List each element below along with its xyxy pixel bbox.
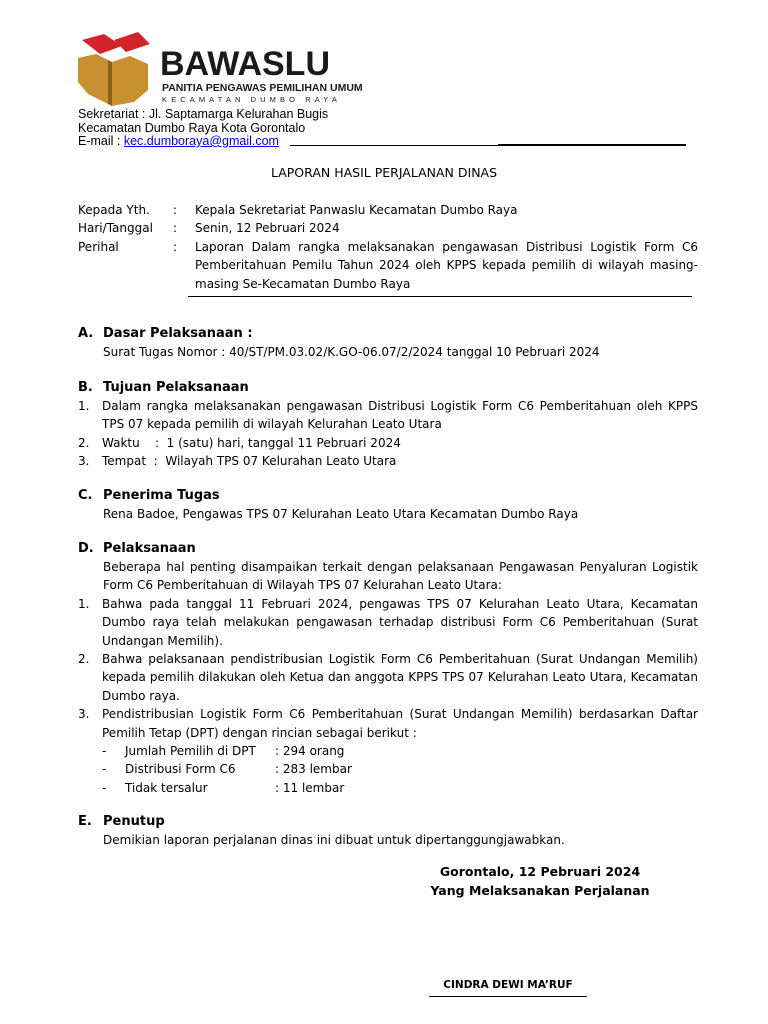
field-row: [78, 201, 698, 219]
list-number: 1.: [78, 596, 90, 611]
list-number: 1.: [78, 399, 90, 413]
pelaksanaan-list: [78, 595, 698, 742]
org-area: KECAMATAN DUMBO RAYA: [162, 95, 341, 104]
address-line: Kecamatan Dumbo Raya Kota Gorontalo: [78, 120, 306, 135]
field-value: Laporan Dalam rangka melaksanakan pengawasan Distribusi Logistik Form C6 Pemberitahuan Pemilu Tahun 2024 oleh KPPS kepada pemilih di wilayah masing-masing Se-Kecamatan Dumbo Raya: [195, 239, 698, 291]
list-text: Dalam rangka melaksanakan pengawasan Distribusi Logistik Form C6 Pemberitahuan oleh KPPS TPS 07 kepada pemilih di wilayah Kelurahan Leato Utara: [102, 399, 698, 432]
rincian-list: [102, 742, 698, 797]
field-row: [78, 219, 698, 237]
signature-line: [429, 996, 587, 997]
section-letter: A.: [78, 326, 94, 341]
rincian-label: Distribusi Form C6: [125, 762, 236, 777]
org-subtitle: PANITIA PENGAWAS PEMILIHAN UMUM: [162, 82, 363, 94]
letterhead: [78, 32, 678, 112]
email-line: [78, 135, 328, 149]
list-text: Waktu : 1 (satu) hari, tanggal 11 Pebruari 2024: [102, 435, 401, 450]
section-title: Penerima Tugas: [103, 488, 220, 503]
section-body: Rena Badoe, Pengawas TPS 07 Kelurahan Leato Utara Kecamatan Dumbo Raya: [103, 507, 579, 521]
rincian-row: [102, 742, 698, 760]
signer-name: CINDRA DEWI MA’RUF: [443, 979, 573, 991]
section-title: Tujuan Pelaksanaan: [103, 380, 249, 395]
header-divider-thick: [498, 144, 686, 146]
field-label: Kepada Yth.: [78, 203, 150, 217]
section-tujuan-pelaksanaan: [78, 379, 698, 471]
section-penutup: [78, 813, 698, 849]
rincian-value: : 283 lembar: [275, 762, 352, 777]
section-body: Surat Tugas Nomor : 40/ST/PM.03.02/K.GO-06.07/2/2024 tanggal 10 Pebruari 2024: [103, 345, 600, 359]
list-item: [78, 397, 698, 434]
rincian-dash: -: [102, 762, 107, 777]
field-row: [78, 238, 698, 293]
org-name: BAWASLU: [160, 45, 330, 83]
list-number: 3.: [78, 454, 90, 469]
section-body: Demikian laporan perjalanan dinas ini dibuat untuk dipertanggungjawabkan.: [103, 833, 565, 847]
field-value: Kepala Sekretariat Panwaslu Kecamatan Dumbo Raya: [195, 203, 518, 217]
header-fields: [78, 201, 698, 293]
section-letter: D.: [78, 541, 94, 556]
list-number: 2.: [78, 652, 90, 667]
field-colon: :: [173, 203, 178, 217]
signature-block: [410, 974, 606, 997]
list-text: Tempat : Wilayah TPS 07 Kelurahan Leato Utara: [102, 454, 397, 469]
section-heading: [78, 379, 698, 397]
field-value: Senin, 12 Pebruari 2024: [195, 221, 340, 236]
rincian-row: [102, 779, 698, 797]
field-label: Hari/Tanggal: [78, 221, 153, 236]
closing-block: [390, 862, 690, 900]
list-number: 3.: [78, 707, 90, 722]
section-title: Pelaksanaan: [103, 541, 196, 556]
field-colon: :: [173, 239, 178, 254]
rincian-dash: -: [102, 744, 107, 759]
rincian-value: : 294 orang: [275, 744, 345, 759]
rincian-value: : 11 lembar: [275, 780, 345, 795]
section-title: Penutup: [103, 814, 165, 829]
list-text: Pendistribusian Logistik Form C6 Pemberitahuan (Surat Undangan Memilih) berdasarkan Daftar Pemilih Tetap (DPT) dengan rincian sebagai berikut :: [102, 707, 698, 740]
place-date: Gorontalo, 12 Pebruari 2024: [439, 864, 641, 879]
list-item: [78, 650, 698, 705]
list-item: [78, 705, 698, 742]
list-number: 2.: [78, 435, 90, 450]
field-label: Perihal: [78, 239, 119, 254]
rincian-label: Jumlah Pemilih di DPT: [125, 744, 256, 759]
list-item: [78, 434, 698, 452]
list-text: Bahwa pelaksanaan pendistribusian Logistik Form C6 Pemberitahuan (Surat Undangan Memilih) kepada pemilih dilakukan oleh Ketua dan anggota KPPS TPS 07 Kelurahan Leato Utara, Kecamatan Dumbo raya.: [102, 652, 698, 703]
rincian-dash: -: [102, 780, 107, 795]
tujuan-list: [78, 397, 698, 471]
section-letter: C.: [78, 488, 93, 503]
section-dasar-pelaksanaan: [78, 325, 698, 361]
section-letter: E.: [78, 814, 92, 829]
list-text: Bahwa pada tanggal 11 Februari 2024, pengawas TPS 07 Kelurahan Leato Utara, Kecamatan Dumbo raya telah melakukan pengawasan terhadap distribusi Form C6 Pemberitahuan (Surat Undangan Memilih).: [102, 596, 698, 648]
list-item: [78, 595, 698, 650]
rincian-row: [102, 760, 698, 778]
address-line: Sekretariat : Jl. Saptamarga Kelurahan Bugis: [78, 107, 329, 121]
field-colon: :: [173, 221, 178, 236]
email-link[interactable]: kec.dumboraya@gmail.com: [123, 134, 279, 148]
section-letter: B.: [78, 380, 93, 395]
section-pelaksanaan: [78, 540, 698, 797]
document-title: LAPORAN HASIL PERJALANAN DINAS: [270, 165, 498, 180]
section-intro: Beberapa hal penting disampaikan terkait dengan pelaksanaan Pengawasan Penyaluran Logistik Form C6 Pemberitahuan di Wilayah TPS 07 Kelurahan Leato Utara:: [103, 560, 698, 593]
section-heading: [78, 325, 698, 343]
fields-divider: [188, 296, 692, 297]
address-block: [78, 108, 328, 149]
section-title: Dasar Pelaksanaan :: [103, 326, 253, 341]
section-penerima-tugas: [78, 487, 698, 523]
rincian-label: Tidak tersalur: [125, 780, 208, 795]
section-heading: [78, 487, 698, 505]
section-heading: [78, 813, 698, 831]
signer-role: Yang Melaksanakan Perjalanan: [430, 883, 650, 898]
email-label: E-mail :: [78, 134, 121, 148]
section-heading: [78, 540, 698, 558]
list-item: [78, 452, 698, 470]
bawaslu-logo: [78, 32, 154, 108]
